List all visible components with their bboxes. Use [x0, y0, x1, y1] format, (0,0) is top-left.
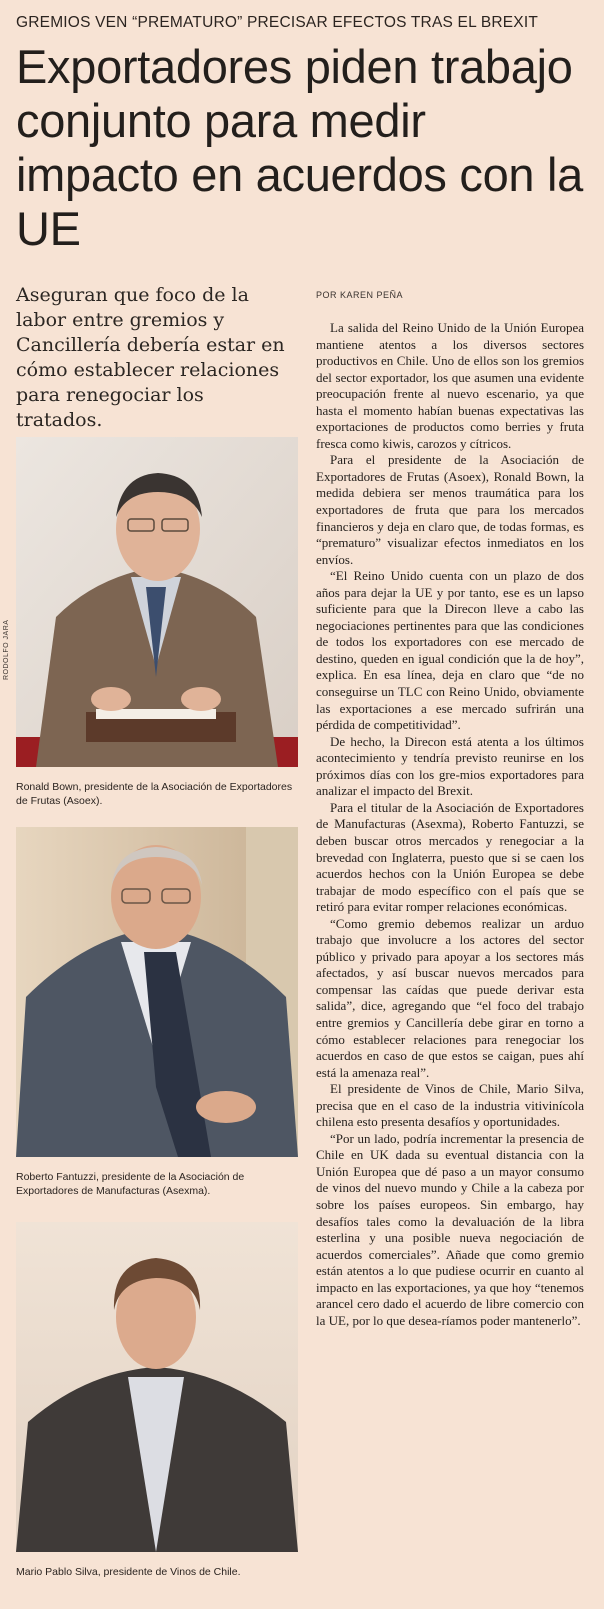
photo-roberto-fantuzzi	[16, 827, 298, 1157]
kicker: GREMIOS VEN “PREMATURO” PRECISAR EFECTOS TRAS EL BREXIT	[16, 14, 539, 31]
paragraph: El presidente de Vinos de Chile, Mario Silva, precisa que en el caso de la industria vitivinícola chilena esto presenta desafíos y oportunidades.	[316, 1081, 584, 1130]
deck: Aseguran que foco de la labor entre gremios y Cancillería debería estar en cómo establecer relaciones para renegociar los tratados.	[16, 284, 285, 431]
photo-credit: RODOLFO JARA	[3, 619, 10, 680]
paragraph: De hecho, la Direcon está atenta a los últimos acontecimiento y tendría previsto reunirse en los próximos días con los gre-mios exportadores para analizar el impacto del Brexit.	[316, 733, 584, 799]
caption-2: Roberto Fantuzzi, presidente de la Asociación de Exportadores de Manufacturas (Asexma).	[16, 1171, 245, 1197]
paragraph: “Como gremio debemos realizar un arduo trabajo que involucre a los actores del sector público y privado para apoyar a los sectores más afectados, y así buscar nuevos mercados para compensar las caídas que puede derivar esta salida”, dice, agregando que “el foco del trabajo entre gremios y Cancillería debe girar en torno a cómo establecer relaciones para renegociar los acuerdos en caso de que estos se caigan, pues ahí está la amenaza real”.	[316, 915, 584, 1080]
paragraph: “El Reino Unido cuenta con un plazo de dos años para dejar la UE y por tanto, ese es un lapso suficiente para que la Direcon lleve a cabo las negociaciones pertinentes para que las condiciones de todos los exportadores con ese mercado de destino, queden en igual condición que la de hoy”, explica. En esa línea, deja en claro que “de no conseguirse un TLC con Reino Unido, obviamente las exportaciones a ese mercado sufrirán una pérdida de competitividad”.	[316, 568, 584, 733]
paragraph: “Por un lado, podría incrementar la presencia de Chile en UK dada su eventual distancia con la Unión Europea que dé paso a un mayor consumo de vinos del nuevo mundo y Chile a la cabeza por sobre los países europeos. Sin embargo, hay desafíos tales como la devaluación de la libra esterlina y una posible nueva negociación de acuerdos comerciales”. Añade que como gremio están atentos a lo que pudiese ocurrir en cuanto al impacto en las exportaciones, ya que hoy “tenemos arancel cero dado el acuerdo de libre comercio con la UE, por lo que desea-ríamos poder mantenerlo”.	[316, 1130, 584, 1328]
headline: Exportadores piden trabajo conjunto para medir impacto en acuerdos con la UE	[16, 40, 583, 255]
caption-3: Mario Pablo Silva, presidente de Vinos de Chile.	[16, 1566, 241, 1578]
photo-mario-pablo-silva	[16, 1222, 298, 1552]
photo-ronald-bown	[16, 437, 298, 767]
article-body	[316, 320, 584, 1329]
caption-1: Ronald Bown, presidente de la Asociación de Exportadores de Frutas (Asoex).	[16, 781, 293, 807]
paragraph: La salida del Reino Unido de la Unión Europea mantiene atentos a los diversos sectores productivos en Chile. Uno de ellos son los gremios del sector exportador, los que asumen una evidente preocupación frente al nuevo escenario, ya que hasta el momento habían buenas expectativas las exportaciones de productos como berries y fruta fresca como kiwis, carozos y cítricos.	[316, 320, 584, 451]
paragraph: Para el presidente de la Asociación de Exportadores de Frutas (Asoex), Ronald Bown, la medida debiera ser menos traumática para los exportadores de fruta que para los mercados financieros y deja en claro que, de todas formas, es “prematuro” visualizar efectos inmediatos en los envíos.	[316, 452, 584, 567]
byline: POR KAREN PEÑA	[316, 290, 404, 300]
paragraph: Para el titular de la Asociación de Exportadores de Manufacturas (Asexma), Roberto Fantuzzi, se deben buscar otros mercados y renegociar a la brevedad con Inglaterra, puesto que si se caen los acuerdos hechos con la Unión Europea se debe trabajar de modo específico con el país que se retiró para evitar romper relaciones económicas.	[316, 799, 584, 915]
